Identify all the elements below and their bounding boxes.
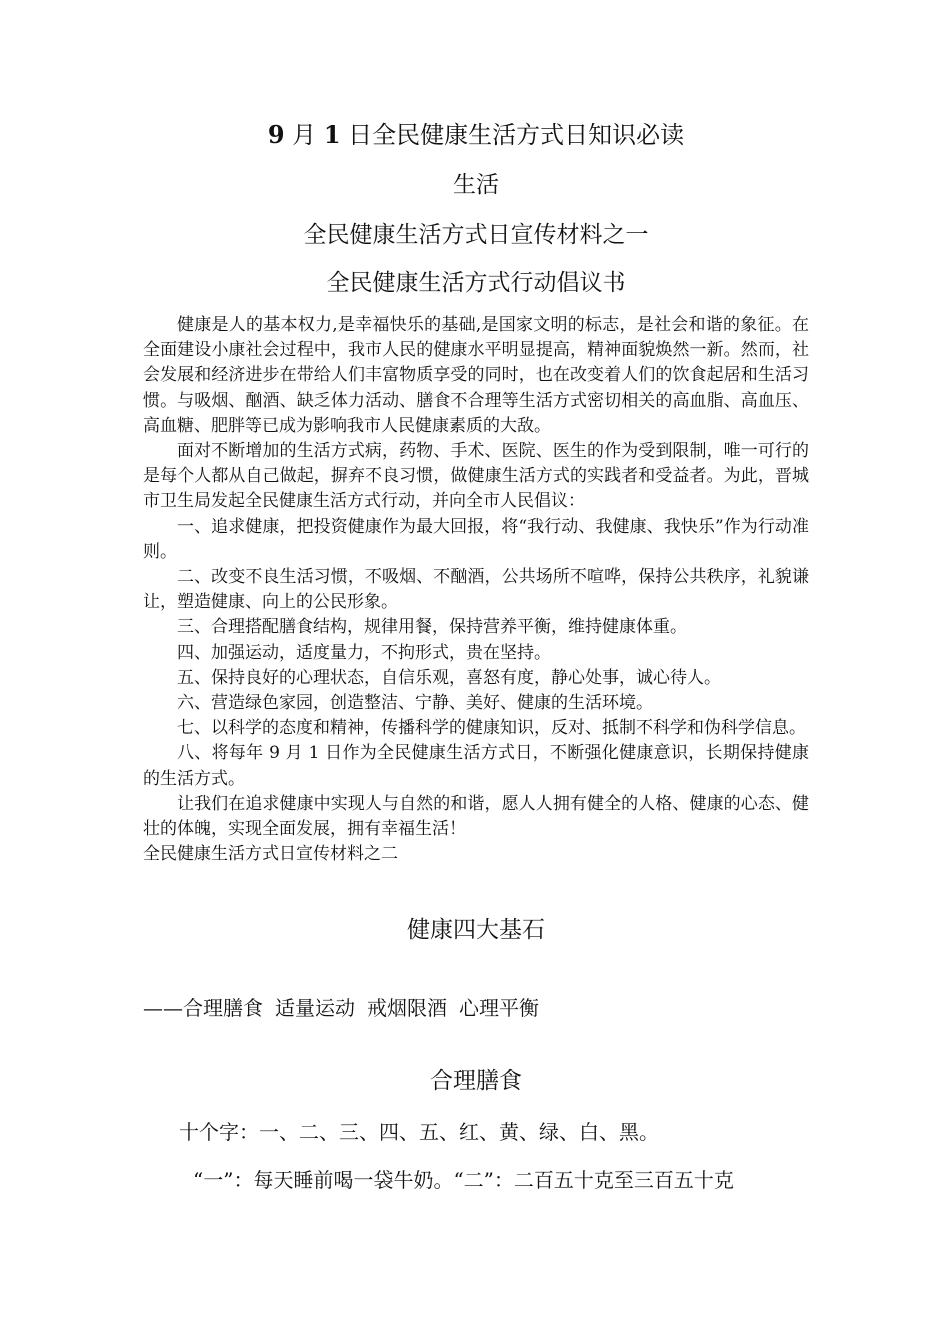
subtitle-initiative: 全民健康生活方式行动倡议书 (326, 270, 626, 296)
milk-line: “一”：每天睡前喝一袋牛奶。“二”：二百五十克至三百五十克 (193, 1168, 734, 1192)
paragraph-item-4: 四、加强运动，适度量力，不拘形式，贵在坚持。 (177, 642, 551, 663)
cornerstones-list (143, 994, 551, 1022)
paragraph-item-7: 七、以科学的态度和精神，传播科学的健康知识，反对、抵制不科学和伪科学信息。 (177, 718, 806, 739)
paragraph-item-6: 六、营造绿色家园，创造整洁、宁静、美好、健康的生活环境。 (177, 693, 653, 714)
title-number-month: 9 (267, 120, 285, 149)
cornerstone-mental: 心理平衡 (459, 996, 539, 1020)
initiative-body (143, 313, 809, 867)
cornerstone-exercise: 适量运动 (275, 996, 355, 1020)
title-part-month: 月 (284, 121, 324, 149)
subtitle-life: 生活 (453, 172, 499, 198)
paragraph-item-5: 五、保持良好的心理状态，自信乐观，喜怒有度，静心处事，诚心待人。 (177, 667, 721, 688)
subtitle-material-one: 全民健康生活方式日宣传材料之一 (303, 222, 649, 248)
paragraph-item-2: 二、改变不良生活习惯，不吸烟、不酗酒，公共场所不喧哗，保持公共秩序，礼貌谦让，塑造健康、向上的公民形象。 (143, 567, 809, 613)
paragraph-intro: 健康是人的基本权力,是幸福快乐的基础,是国家文明的标志，是社会和谐的象征。在全面建设小康社会过程中，我市人民的健康水平明显提高，精神面貌焕然一新。然而，社会发展和经济进步在带给人们丰富物质享受的同时，也在改变着人们的饮食起居和生活习惯。与吸烟、酗酒、缺乏体力活动、膳食不合理等生活方式密切相关的高血脂、高血压、高血糖、肥胖等已成为影响我市人民健康素质的大敌。 (143, 315, 809, 436)
paragraph-closing: 让我们在追求健康中实现人与自然的和谐，愿人人拥有健全的人格、健康的心态、健壮的体魄，实现全面发展，拥有幸福生活！ (143, 793, 809, 840)
section-title-diet: 合理膳食 (430, 1068, 522, 1094)
paragraph-item-8: 八、将每年 9 月 1 日作为全民健康生活方式日，不断强化健康意识，长期保持健康的生活方式。 (143, 743, 809, 789)
title-number-day: 1 (323, 120, 341, 149)
title-part-rest: 日全民健康生活方式日知识必读 (340, 121, 685, 149)
paragraph-material-two: 全民健康生活方式日宣传材料之二 (143, 844, 398, 865)
paragraph-call: 面对不断增加的生活方式病，药物、手术、医院、医生的作为受到限制，唯一可行的是每个人都从自己做起，摒弃不良习惯，做健康生活方式的实践者和受益者。为此，晋城市卫生局发起全民健康生活方式行动，并向全市人民倡议： (143, 441, 809, 512)
ten-words-line: 十个字：一、二、三、四、五、红、黄、绿、白、黑。 (179, 1120, 659, 1144)
section-title-four-cornerstones: 健康四大基石 (407, 917, 545, 943)
cornerstone-smoking-drinking: 戒烟限酒 (367, 996, 447, 1020)
document-title (143, 120, 809, 150)
cornerstone-diet: ——合理膳食 (143, 996, 263, 1020)
paragraph-item-3: 三、合理搭配膳食结构，规律用餐，保持营养平衡，维持健康体重。 (177, 617, 687, 638)
paragraph-item-1: 一、追求健康，把投资健康作为最大回报，将“我行动、我健康、我快乐”作为行动准则。 (143, 516, 809, 562)
